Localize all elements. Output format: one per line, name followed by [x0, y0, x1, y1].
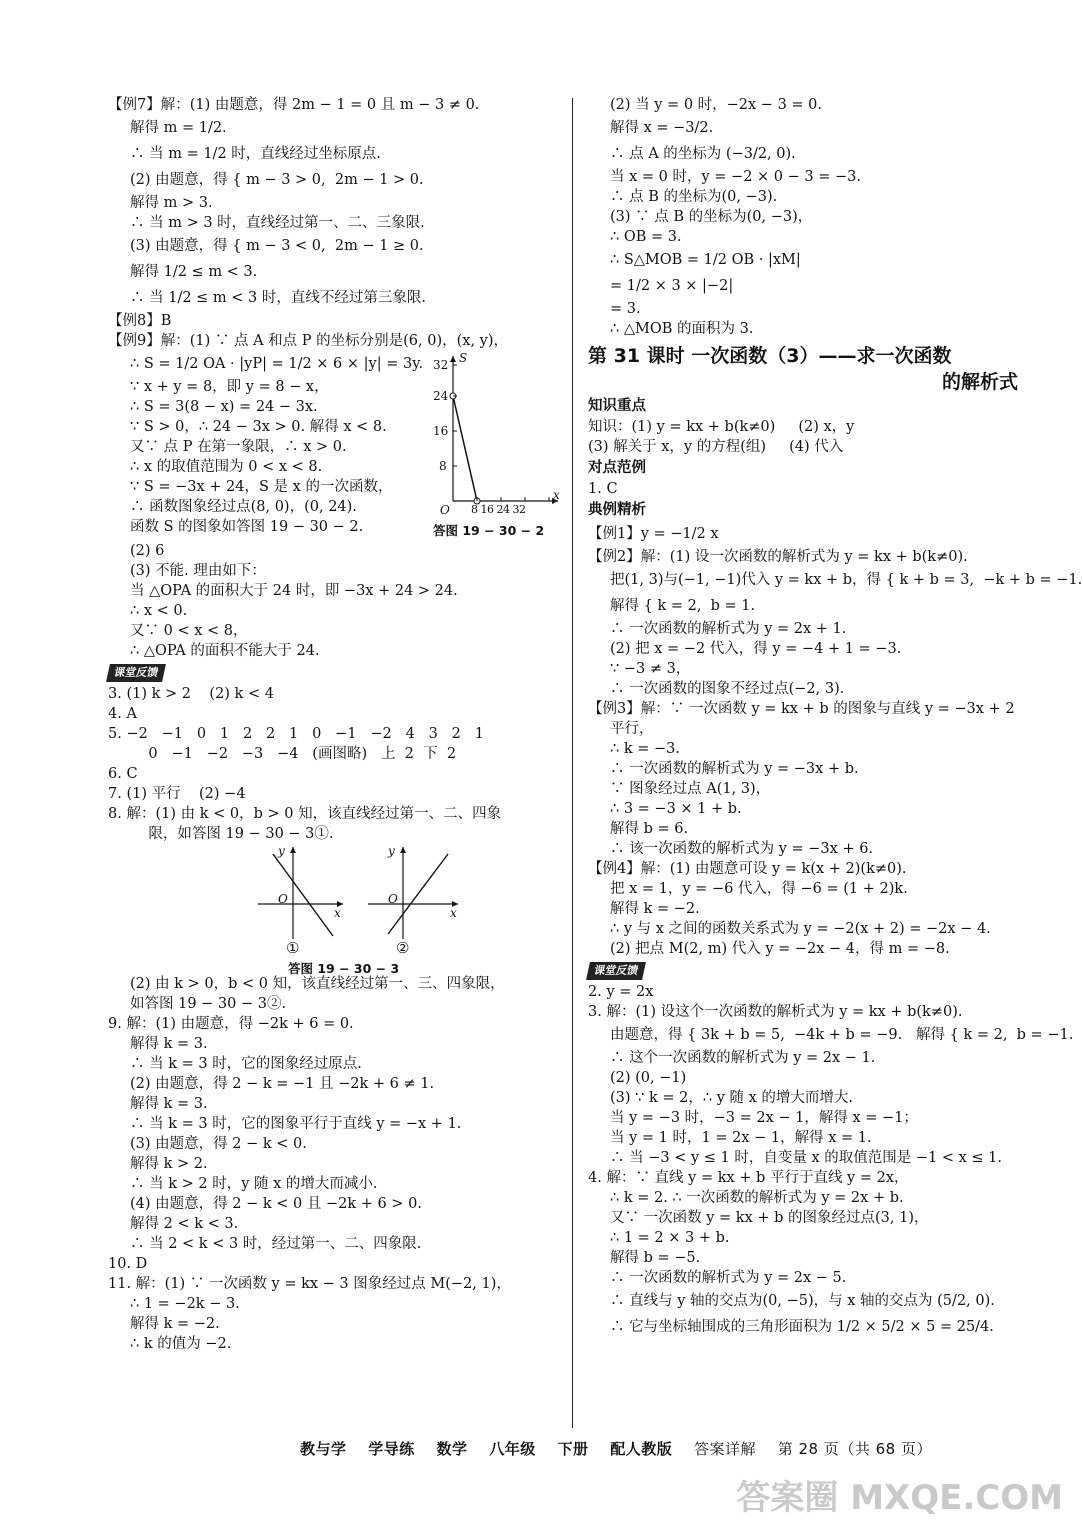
left-a-line-5: ∴ 当 m > 3 时，直线经过第一、二、三象限.	[130, 215, 425, 231]
left-column	[108, 95, 563, 1354]
right-c-line-10: ∴ k = 2. ∴ 一次函数的解析式为 y = 2x + b.	[610, 1190, 904, 1206]
left-e-line-8: (3) 由题意，得 2 − k < 0.	[130, 1136, 307, 1152]
left-b-line-3: ∵ S > 0，∴ 24 − 3x > 0. 解得 x < 8.	[130, 419, 387, 435]
left-c-line-2: 当 △OPA 的面积大于 24 时，即 −3x + 24 > 24.	[130, 583, 458, 599]
right-a-line-7: ∴ S△MOB = 1/2 OB · |xM|	[610, 252, 801, 268]
right-feedback-heading	[588, 961, 1028, 980]
left-c-line-5: ∴ △OPA 的面积不能大于 24.	[130, 643, 320, 659]
left-a-line-9: 【例8】B	[108, 313, 172, 329]
right-b-line-1: 【例2】解：(1) 设一次函数的解析式为 y = kx + b(k≠0).	[588, 549, 968, 565]
right-a-line-2: ∴ 点 A 的坐标为 (−3/2, 0).	[610, 146, 796, 162]
left-b-line-4: 又∵ 点 P 在第一象限，∴ x > 0.	[130, 439, 347, 455]
left-a-line-6: (3) 由题意，得 { m − 3 < 0, 2m − 1 ≥ 0.	[130, 238, 424, 254]
right-b-line-7: ∴ 一次函数的图象不经过点(−2, 3).	[610, 681, 845, 697]
right-b-line-12: ∵ 图象经过点 A(1, 3)，	[610, 781, 771, 797]
left-d-line-3: 0 −1 −2 −3 −4 (画图略) 上 2 下 2	[130, 746, 457, 762]
left-a-line-7: 解得 1/2 ≤ m < 3.	[130, 264, 258, 280]
left-e-line-17: 解得 k = −2.	[130, 1316, 220, 1332]
right-c-line-6: 当 y = −3 时，−3 = 2x − 1，解得 x = −1；	[610, 1110, 918, 1126]
site-watermark-logo: 答案圈 MXQE.COM	[736, 1478, 1063, 1518]
left-e-line-18: ∴ k 的值为 −2.	[130, 1336, 232, 1352]
left-b-line-6: ∵ S = −3x + 24，S 是 x 的一次函数，	[130, 479, 393, 495]
right-c-line-14: ∴ 一次函数的解析式为 y = 2x − 5.	[610, 1270, 847, 1286]
left-b-line-7: ∴ 函数图象经过点(8, 0)，(0, 24).	[130, 499, 357, 515]
right-a-line-9: = 3.	[610, 301, 641, 317]
left-c-line-1: (3) 不能. 理由如下：	[130, 563, 266, 579]
right-column	[588, 95, 1083, 1340]
left-e-line-1: 如答图 19 − 30 − 3②.	[130, 996, 287, 1012]
right-b-line-13: ∴ 3 = −3 × 1 + b.	[610, 801, 742, 817]
left-e-line-9: 解得 k > 2.	[130, 1156, 208, 1172]
fig2-ytick-16: 16	[433, 424, 449, 438]
right-block-a	[588, 95, 1028, 339]
left-a-line-3: (2) 由题意，得 { m − 3 > 0, 2m − 1 > 0.	[130, 172, 424, 188]
right-b-line-0: 【例1】y = −1/2 x	[588, 526, 719, 542]
fig3-axis-x-1: x	[334, 906, 341, 920]
left-block-a	[108, 95, 563, 351]
right-c-line-8: ∴ 当 −3 < y ≤ 1 时，自变量 x 的取值范围是 −1 < x ≤ 1.	[610, 1150, 1002, 1166]
footer-subject: 数学	[436, 1440, 468, 1458]
left-feedback-badge: 课堂反馈	[106, 664, 166, 682]
right-b-line-17: 把 x = 1，y = −6 代入，得 −6 = (1 + 2)k.	[610, 881, 908, 897]
left-d-line-5: 7. (1) 平行 (2) −4	[108, 786, 246, 802]
fig2-caption: 答图 19 − 30 − 2	[433, 523, 545, 538]
right-c-line-7: 当 y = 1 时，1 = 2x − 1，解得 x = 1.	[610, 1130, 872, 1146]
fig2-xticks: 8 16 24 32	[471, 503, 526, 516]
left-d-line-0: 3. (1) k > 2 (2) k < 4	[108, 686, 274, 702]
right-c-line-2: 由题意，得 { 3k + b = 5, −4k + b = −9. 解得 { k = 2, b = −1.	[610, 1027, 1074, 1043]
figure-19-30-2-graph	[433, 351, 563, 521]
section-analysis: 典例精析	[588, 502, 646, 518]
right-c-line-9: 4. 解：∵ 直线 y = kx + b 平行于直线 y = 2x，	[588, 1170, 909, 1186]
left-e-line-12: 解得 2 < k < 3.	[130, 1216, 239, 1232]
left-d-line-4: 6. C	[108, 766, 138, 782]
right-b-line-6: ∵ −3 ≠ 3，	[610, 661, 691, 677]
lesson-title-sub: 的解析式	[941, 371, 1018, 393]
fig3-origin-1: O	[278, 892, 288, 906]
right-a-line-1: 解得 x = −3/2.	[610, 120, 714, 136]
left-e-line-3: 解得 k = 3.	[130, 1036, 208, 1052]
fig3-label-2: ②	[396, 939, 410, 957]
right-a-line-3: 当 x = 0 时，y = −2 × 0 − 3 = −3.	[610, 169, 861, 185]
left-b-line-2: ∴ S = 3(8 − x) = 24 − 3x.	[130, 399, 318, 415]
left-b-line-1: ∵ x + y = 8，即 y = 8 − x，	[130, 379, 329, 395]
right-c-line-4: (2) (0, −1)	[610, 1070, 687, 1086]
right-a-line-5: (3) ∵ 点 B 的坐标为(0, −3)，	[610, 209, 813, 225]
knowledge-line-1: 知识：(1) y = kx + b(k≠0) (2) x，y	[588, 419, 855, 435]
right-b-line-3: 解得 { k = 2, b = 1.	[610, 598, 756, 614]
left-a-line-8: ∴ 当 1/2 ≤ m < 3 时，直线不经过第三象限.	[130, 290, 426, 306]
left-b-line-5: ∴ x 的取值范围为 0 < x < 8.	[130, 459, 323, 475]
right-a-line-4: ∴ 点 B 的坐标为(0, −3).	[610, 189, 778, 205]
right-b-line-16: 【例4】解：(1) 由题意可设 y = k(x + 2)(k≠0).	[588, 861, 907, 877]
right-a-line-6: ∴ OB = 3.	[610, 229, 682, 245]
left-e-line-2: 9. 解：(1) 由题意，得 −2k + 6 = 0.	[108, 1016, 354, 1032]
left-a-line-2: ∴ 当 m = 1/2 时，直线经过坐标原点.	[130, 146, 381, 162]
right-c-line-3: ∴ 这个一次函数的解析式为 y = 2x − 1.	[610, 1050, 876, 1066]
right-block-b	[588, 521, 1083, 959]
fig3-label-1: ①	[286, 939, 300, 957]
right-b-line-14: 解得 b = 6.	[610, 821, 689, 837]
right-b-line-4: ∴ 一次函数的解析式为 y = 2x + 1.	[610, 621, 847, 637]
lesson-title-main: 第 31 课时 一次函数（3）——求一次函数	[588, 345, 952, 367]
fig3-axis-y-1: y	[278, 844, 285, 858]
left-e-line-13: ∴ 当 2 < k < 3 时，经过第一、二、四象限.	[130, 1236, 422, 1252]
right-b-line-8: 【例3】解：∵ 一次函数 y = kx + b 的图象与直线 y = −3x + 2	[588, 701, 1015, 717]
footer-brand: 教与学	[300, 1440, 347, 1458]
lesson-title	[588, 343, 1028, 395]
right-b-line-2: 把(1, 3)与(−1, −1)代入 y = kx + b，得 { k + b = 3, −k + b = −1.	[610, 572, 1083, 588]
left-block-d	[108, 684, 563, 844]
right-b-line-19: ∴ y 与 x 之间的函数关系式为 y = −2(x + 2) = −2x − 4.	[610, 921, 991, 937]
fig2-axis-x: x	[553, 488, 560, 502]
left-a-line-10: 【例9】解：(1) ∵ 点 A 和点 P 的坐标分别是(6, 0)，(x, y)，	[108, 333, 509, 349]
left-block-e	[108, 974, 563, 1354]
page-footer	[300, 1438, 948, 1459]
right-feedback-badge: 课堂反馈	[586, 962, 646, 980]
fig3-axis-x-2: x	[450, 906, 457, 920]
right-c-line-0: 2. y = 2x	[588, 984, 654, 1000]
column-divider	[572, 98, 573, 1428]
left-e-line-10: ∴ 当 k > 2 时，y 随 x 的增大而减小.	[130, 1176, 378, 1192]
right-b-line-20: (2) 把点 M(2, m) 代入 y = −2x − 4，得 m = −8.	[610, 941, 950, 957]
fig2-ytick-8: 8	[439, 459, 447, 473]
right-a-line-8: = 1/2 × 3 × |−2|	[610, 278, 734, 294]
left-c-line-4: 又∵ 0 < x < 8，	[130, 623, 248, 639]
left-a-line-0: 【例7】解：(1) 由题意，得 2m − 1 = 0 且 m − 3 ≠ 0.	[108, 97, 480, 113]
left-feedback-heading	[108, 663, 563, 682]
figure-19-30-2	[433, 351, 563, 541]
fig2-ytick-24: 24	[433, 389, 449, 403]
right-a-line-10: ∴ △MOB 的面积为 3.	[610, 321, 754, 337]
left-e-line-14: 10. D	[108, 1256, 148, 1272]
right-c-line-5: (3) ∵ k = 2，∴ y 随 x 的增大而增大.	[610, 1090, 854, 1106]
knowledge-line-2: (3) 解关于 x，y 的方程(组) (4) 代入	[588, 439, 844, 455]
left-block-c	[108, 541, 563, 661]
right-b-line-18: 解得 k = −2.	[610, 901, 700, 917]
right-c-line-12: ∴ 1 = 2 × 3 + b.	[610, 1230, 730, 1246]
right-b-line-11: ∴ 一次函数的解析式为 y = −3x + b.	[610, 761, 859, 777]
footer-grade: 八年级	[489, 1440, 536, 1458]
section-knowledge: 知识重点	[588, 398, 646, 414]
left-c-line-3: ∴ x < 0.	[130, 603, 188, 619]
left-e-line-5: (2) 由题意，得 2 − k = −1 且 −2k + 6 ≠ 1.	[130, 1076, 435, 1092]
left-e-line-0: (2) 由 k > 0，b < 0 知，该直线经过第一、三、四象限，	[130, 976, 505, 992]
left-a-line-4: 解得 m > 3.	[130, 195, 213, 211]
right-b-line-15: ∴ 该一次函数的解析式为 y = −3x + 6.	[610, 841, 874, 857]
fig2-origin: O	[440, 503, 450, 517]
left-e-line-7: ∴ 当 k = 3 时，它的图象平行于直线 y = −x + 1.	[130, 1116, 462, 1132]
right-c-line-15: ∴ 直线与 y 轴的交点为(0, −5)，与 x 轴的交点为 (5/2, 0).	[610, 1293, 995, 1309]
footer-series: 学导练	[368, 1440, 415, 1458]
section-examples: 对点范例	[588, 460, 646, 476]
footer-volume: 下册	[557, 1440, 589, 1458]
fig2-axis-y: S	[459, 351, 468, 365]
left-e-line-11: (4) 由题意，得 2 − k < 0 且 −2k + 6 > 0.	[130, 1196, 422, 1212]
example-answer-1: 1. C	[588, 481, 618, 497]
left-e-line-15: 11. 解：(1) ∵ 一次函数 y = kx − 3 图象经过点 M(−2, 1)，	[108, 1276, 511, 1292]
left-d-line-7: 限，如答图 19 − 30 − 3①.	[130, 826, 334, 842]
left-a-line-1: 解得 m = 1/2.	[130, 120, 227, 136]
left-d-line-6: 8. 解：(1) 由 k < 0，b > 0 知，该直线经过第一、二、四象	[108, 806, 502, 822]
left-d-line-2: 5. −2 −1 0 1 2 2 1 0 −1 −2 4 3 2 1	[108, 726, 484, 742]
footer-page-number: 第 28 页（共 68 页）	[777, 1440, 932, 1458]
left-b-line-8: 函数 S 的图象如答图 19 − 30 − 2.	[130, 519, 364, 535]
left-d-line-1: 4. A	[108, 706, 137, 722]
left-c-line-0: (2) 6	[130, 543, 165, 559]
fig3-origin-2: O	[388, 892, 398, 906]
example9-block	[108, 351, 563, 541]
right-c-line-16: ∴ 它与坐标轴围成的三角形面积为 1/2 × 5/2 × 5 = 25/4.	[610, 1319, 994, 1335]
left-e-line-6: 解得 k = 3.	[130, 1096, 208, 1112]
left-e-line-4: ∴ 当 k = 3 时，它的图象经过原点.	[130, 1056, 362, 1072]
footer-section: 答案详解	[694, 1440, 757, 1458]
right-b-line-5: (2) 把 x = −2 代入，得 y = −4 + 1 = −3.	[610, 641, 902, 657]
footer-edition: 配人教版	[610, 1440, 673, 1458]
right-c-line-1: 3. 解：(1) 设这个一次函数的解析式为 y = kx + b(k≠0).	[588, 1004, 963, 1020]
left-e-line-16: ∴ 1 = −2k − 3.	[130, 1296, 240, 1312]
right-c-line-13: 解得 b = −5.	[610, 1250, 701, 1266]
right-b-line-9: 平行，	[610, 721, 654, 737]
right-block-c	[588, 982, 1074, 1340]
right-c-line-11: 又∵ 一次函数 y = kx + b 的图象经过点(3, 1)，	[610, 1210, 929, 1226]
left-block-b	[108, 351, 433, 541]
right-b-line-10: ∴ k = −3.	[610, 741, 680, 757]
figure-19-30-3	[248, 844, 468, 974]
fig3-axis-y-2: y	[388, 844, 395, 858]
fig3-caption: 答图 19 − 30 − 3	[288, 961, 400, 976]
left-b-line-0: ∴ S = 1/2 OA · |yP| = 1/2 × 6 × |y| = 3y.	[130, 356, 424, 372]
right-a-line-0: (2) 当 y = 0 时，−2x − 3 = 0.	[610, 97, 822, 113]
fig2-ytick-32: 32	[433, 358, 449, 372]
